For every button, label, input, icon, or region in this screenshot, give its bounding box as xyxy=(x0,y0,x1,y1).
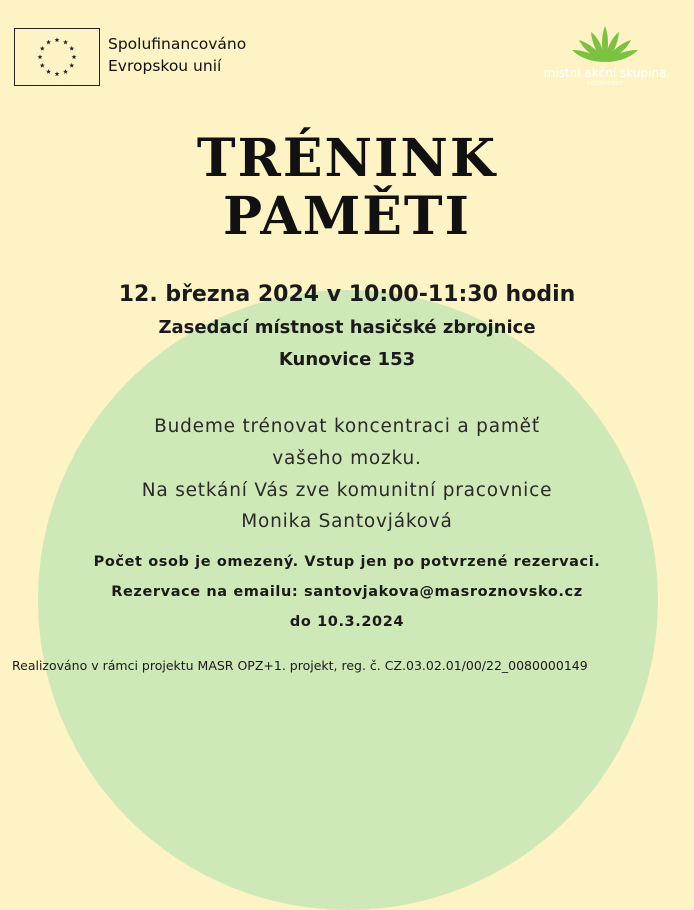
eu-star-icon xyxy=(55,37,60,42)
eu-flag-icon xyxy=(14,28,100,86)
eu-star-icon xyxy=(69,63,74,68)
description-line: Budeme trénovat koncentraci a paměť xyxy=(154,416,540,437)
eu-star-icon xyxy=(40,63,45,68)
eu-star-icon xyxy=(72,54,77,59)
event-datetime: 12. března 2024 v 10:00-11:30 hodin xyxy=(118,282,576,307)
title-line1: TRÉNINK xyxy=(196,128,498,189)
eu-label-line2: Evropskou unií xyxy=(108,57,222,75)
reservation-email: Rezervace na emailu: santovjakova@masroznovsko.cz xyxy=(111,584,583,600)
eu-star-icon xyxy=(63,69,68,74)
eu-cofinancing-label xyxy=(108,33,246,77)
page-title xyxy=(0,130,694,246)
eu-star-icon xyxy=(40,46,45,51)
green-leaves-logo-icon xyxy=(570,24,640,64)
mas-logo-sub: ROŽNOVSKO xyxy=(586,81,624,87)
event-address: Kunovice 153 xyxy=(278,349,416,370)
eu-star-icon xyxy=(38,54,43,59)
eu-star-icon xyxy=(63,40,68,45)
capacity-note: Počet osob je omezený. Vstup jen po potvrzené rezervaci. xyxy=(93,554,601,570)
footer-project-note: Realizováno v rámci projektu MASR OPZ+1. projekt, reg. č. CZ.03.02.01/00/22_0080000149 xyxy=(12,658,588,673)
background-circle xyxy=(38,290,658,910)
event-venue: Zasedací místnost hasičské zbrojnice xyxy=(158,317,536,338)
eu-star-icon xyxy=(55,71,60,76)
description-line: Monika Santovjáková xyxy=(241,511,453,532)
eu-star-icon xyxy=(69,46,74,51)
mas-logo xyxy=(530,24,680,104)
eu-star-icon xyxy=(46,69,51,74)
eu-star-icon xyxy=(46,40,51,45)
reservation-deadline: do 10.3.2024 xyxy=(289,614,405,630)
description-line: Na setkání Vás zve komunitní pracovnice xyxy=(141,480,553,501)
title-line2: PAMĚTI xyxy=(223,186,471,247)
mas-logo-name: místní akční skupina xyxy=(543,66,667,80)
eu-label-line1: Spolufinancováno xyxy=(108,35,247,53)
description-line: vašeho mozku. xyxy=(272,448,422,469)
